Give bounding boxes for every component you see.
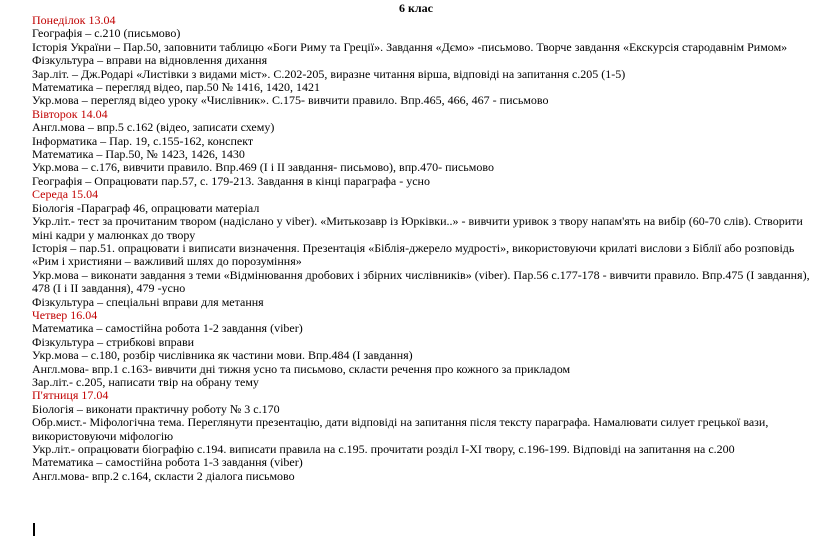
task-ukrainian-literature: Укр.літ.- опрацювати біографію с.194. виписати правила на с.195. прочитати розділ І-ХІ твору, с.196-199. Відповіді на запитання на с.200 (32, 442, 735, 456)
day-friday: П'ятниця 17.04 (32, 388, 109, 403)
task-geography: Географія – Опрацювати пар.57, с. 179-213. Завдання в кінці параграфа - усно (32, 173, 430, 188)
task-pe: Фізкультура – стрибкові вправи (32, 334, 195, 349)
task-art: Обр.мист.- Міфологічна тема. Переглянути презентацію, дати відповіді на запитання після тексту параграфа. Намалювати силует грецької вази, використовуючи міфологію (32, 415, 769, 443)
task-informatics: Інформатика – Пар. 19, с.155-162, конспект (32, 133, 254, 148)
task-pe: Фізкультура – спеціальні вправи для метання (32, 294, 264, 309)
task-ukrainian: Укр.мова – перегляд відео уроку «Числівник». С.175- вивчити правило. Впр.465, 466, 467 - письмово (32, 93, 549, 108)
task-ukrainian: Укр.мова – виконати завдання з теми «Відмінювання дробових і збірних числівників» (viber). Пар.56 с.177-178 - вивчити правило. Впр.475 (І завдання), 478 (І і ІІ завдання), 479 -усно (32, 267, 810, 296)
day-monday: Понеділок 13.04 (32, 13, 116, 27)
task-english: Англ.мова- впр.1 с.163- вивчити дні тижня усно та письмово, скласти речення про кожного за прикладом (32, 361, 571, 376)
day-tuesday: Вівторок 14.04 (32, 106, 108, 121)
task-biology: Біологія – виконати практичну роботу № 3 с.170 (32, 401, 280, 416)
task-world-literature: Зар.літ. – Дж.Родарі «Листівки з видами міст». С.202-205, виразне читання вірша, відповіді на запитання с.205 (1-5) (32, 66, 626, 81)
task-ukrainian: Укр.мова – с.180, розбір числівника як частини мови. Впр.484 (І завдання) (32, 348, 413, 363)
document-title: 6 клас (399, 1, 433, 15)
task-math: Математика – самостійна робота 1-2 завдання (viber) (32, 321, 303, 336)
task-ukrainian-literature: Укр.літ.- тест за прочитаним твором (надіслано у viber). «Митькозавр із Юрківки..» - вивчити уривок з твору напам'ять на вибір (60-70 слів). Створити міні кадри у малюнках до твору (32, 214, 803, 242)
day-thursday: Четвер 16.04 (32, 307, 98, 322)
task-math: Математика – самостійна робота 1-3 завдання (viber) (32, 455, 303, 470)
task-ukrainian: Укр.мова – с.176, вивчити правило. Впр.469 (І і ІІ завдання- письмово), впр.470- письмово (32, 160, 494, 175)
task-pe: Фізкультура – вправи на відновлення дихання (32, 53, 268, 68)
schedule-content (32, 14, 812, 483)
task-history: Історія – пар.51. опрацювати і виписати визначення. Презентація «Біблія-джерело мудрості», використовуючи крилаті вислови з Біблії або розповідь «Рим і християни – важливий шлях до порозуміння» (32, 240, 795, 269)
task-world-literature: Зар.літ.- с.205, написати твір на обрану тему (32, 374, 259, 389)
task-english: Англ.мова – впр.5 с.162 (відео, записати схему) (32, 120, 275, 135)
task-math: Математика – Пар.50, № 1423, 1426, 1430 (32, 147, 245, 162)
task-english: Англ.мова- впр.2 с.164, скласти 2 діалога письмово (32, 468, 295, 483)
task-geography: Географія – с.210 (письмово) (32, 26, 181, 41)
day-wednesday: Середа 15.04 (32, 187, 99, 202)
task-biology: Біологія -Параграф 46, опрацювати матеріал (32, 200, 260, 215)
task-math: Математика – перегляд відео, пар.50 № 1416, 1420, 1421 (32, 80, 321, 95)
text-cursor[interactable] (33, 523, 35, 536)
task-history-ukraine: Історія України – Пар.50, заповнити таблицю «Боги Риму та Греції». Завдання «Дємо» -письмово. Творче завдання «Екскурсія стародавнім Римом» (32, 39, 788, 54)
